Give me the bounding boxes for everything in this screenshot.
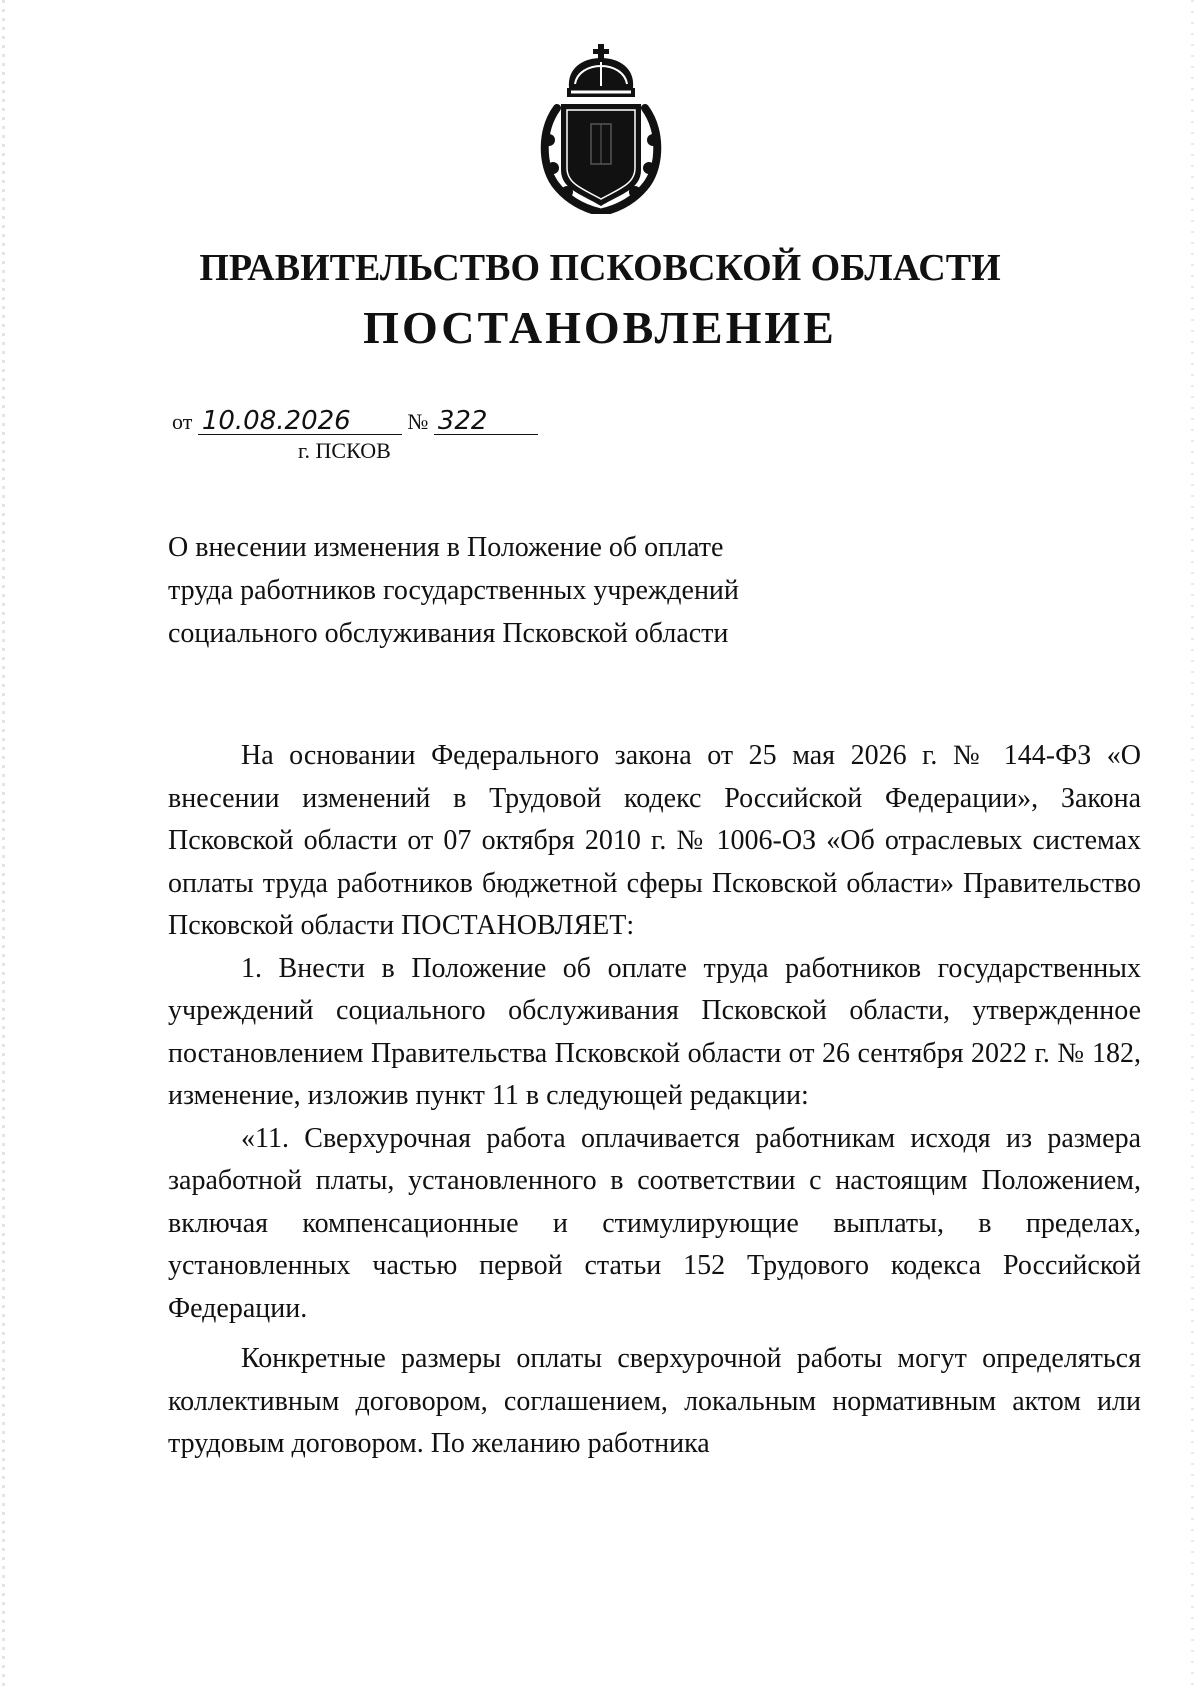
subject-line: труда работников государственных учреждений (168, 575, 739, 606)
preamble-paragraph: На основании Федерального закона от 25 мая 2026 г. № 144-ФЗ «О внесении изменений в Трудовой кодекс Российской Федерации», Закона Псковской области от 07 октября 2010 г. № 1006-ОЗ «Об отраслевых системах оплаты труда работников бюджетной сферы Псковской области» Правительство Псковской области ПОСТАНОВЛЯЕТ: (168, 740, 1141, 941)
date-prefix: от (172, 409, 193, 434)
clause-1-paragraph: 1. Внести в Положение об оплате труда работников государственных учреждений социального обслуживания Псковской области, утвержденное постановлением Правительства Псковской области от 26 сентября 2022 г. № 182, изменение, изложив пункт 11 в следующей редакции: (168, 952, 1141, 1111)
subject-line: О внесении изменения в Положение об оплате (168, 532, 724, 563)
document-subject (168, 526, 808, 655)
number-value: 322 (434, 408, 538, 435)
organization-title: ПРАВИТЕЛЬСТВО ПСКОВСКОЙ ОБЛАСТИ (199, 247, 1001, 289)
continuation-paragraph: Конкретные размеры оплаты сверхурочной работы могут определяться коллективным договором, соглашением, локальным нормативным актом или трудовым договором. По желанию работника (168, 1343, 1141, 1459)
document-type-title: ПОСТАНОВЛЕНИЕ (363, 302, 837, 353)
clause-11-paragraph: «11. Сверхурочная работа оплачивается работникам исходя из размера заработной платы, установленного в соответствии с настоящим Положением, включая компенсационные и стимулирующие выплаты, в пределах, установленных частью первой статьи 152 Трудового кодекса Российской Федерации. (168, 1122, 1141, 1324)
coat-of-arms-icon (531, 44, 671, 214)
subject-line: социального обслуживания Псковской области (168, 618, 729, 649)
number-prefix: № (407, 409, 429, 434)
date-value: 10.08.2026 (198, 408, 402, 435)
document-body (168, 735, 1141, 1466)
city-label: г. ПСКОВ (298, 438, 391, 463)
date-number-line (172, 408, 538, 435)
